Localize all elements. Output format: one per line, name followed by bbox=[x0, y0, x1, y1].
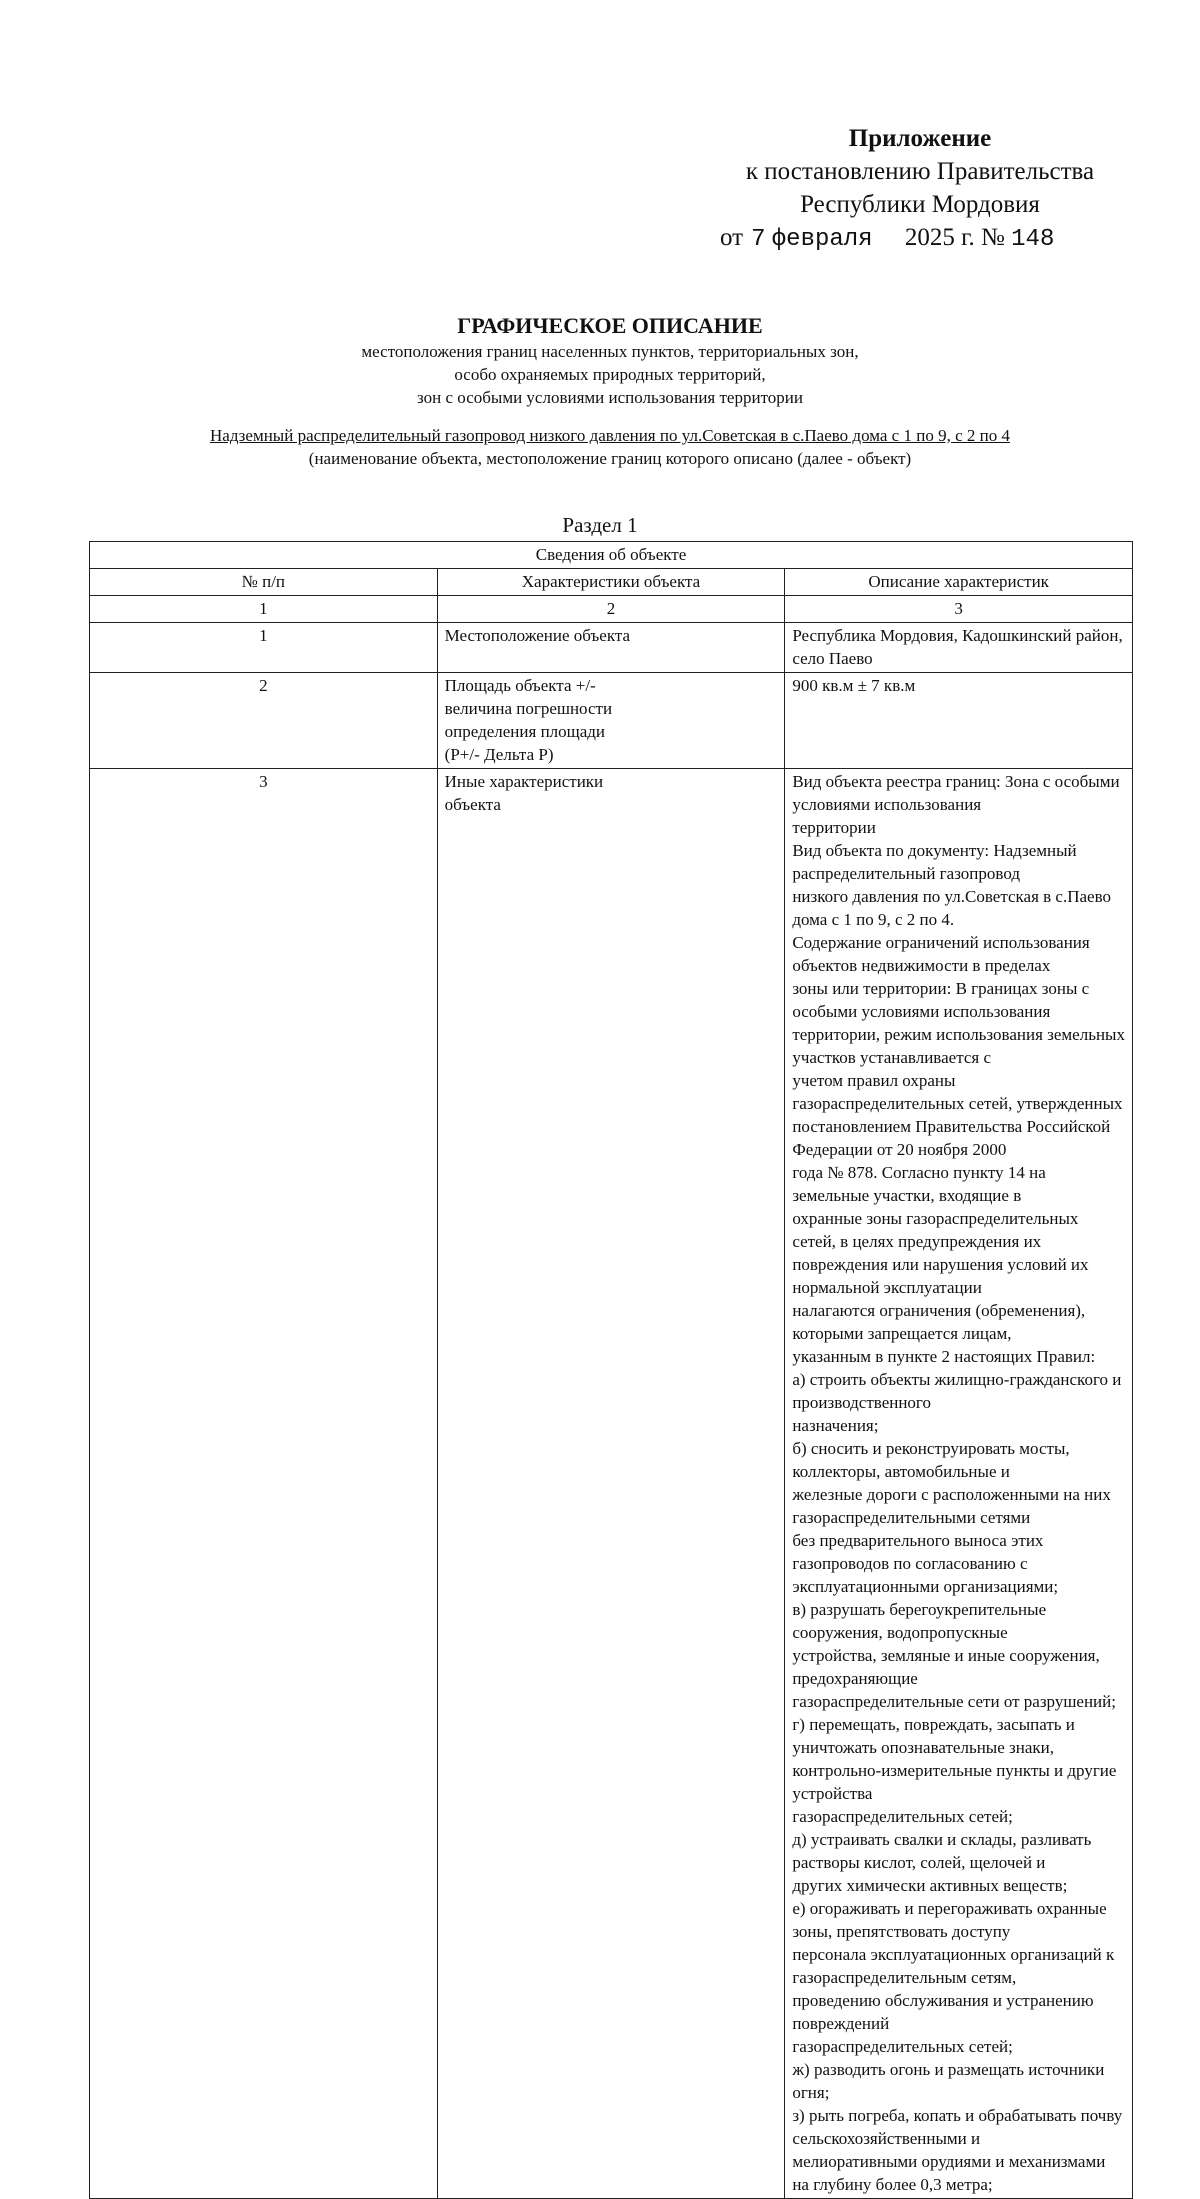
column-number: 1 bbox=[90, 596, 438, 623]
subtitle-line: зон с особыми условиями использования территории bbox=[417, 388, 803, 407]
appendix-line-1: к постановлению Правительства bbox=[745, 158, 1095, 185]
table-title: Сведения об объекте bbox=[90, 542, 1133, 569]
table-body bbox=[90, 623, 1133, 2199]
description-line: территории, режим использования земельных участков устанавливается с bbox=[792, 1025, 1125, 1067]
row-number: 1 bbox=[90, 623, 438, 673]
characteristic-line: (Р+/- Дельта Р) bbox=[444, 745, 554, 764]
row-description bbox=[785, 673, 1133, 769]
description-line: газораспределительных сетей; bbox=[792, 2037, 1013, 2056]
description-line: проведению обслуживания и устранению повреждений bbox=[792, 1991, 1094, 2033]
description-line: низкого давления по ул.Советская в с.Паево дома с 1 по 9, с 2 по 4. bbox=[792, 887, 1112, 929]
description-line: назначения; bbox=[792, 1416, 879, 1435]
column-header-characteristic: Характеристики объекта bbox=[437, 569, 785, 596]
object-caption: (наименование объекта, местоположение границ которого описано (далее - объект) bbox=[308, 449, 912, 468]
table-row bbox=[90, 673, 1133, 769]
row-description bbox=[785, 769, 1133, 2199]
column-number-row bbox=[90, 596, 1133, 623]
description-line: 900 кв.м ± 7 кв.м bbox=[792, 676, 916, 695]
description-line: г) перемещать, повреждать, засыпать и уничтожать опознавательные знаки, bbox=[792, 1715, 1075, 1757]
column-number: 3 bbox=[785, 596, 1133, 623]
characteristic-line: определения площади bbox=[444, 722, 606, 741]
description-line: д) устраивать свалки и склады, разливать растворы кислот, солей, щелочей и bbox=[792, 1830, 1092, 1872]
subtitle-line: местоположения границ населенных пунктов, территориальных зон, bbox=[361, 342, 859, 361]
description-line: в) разрушать берегоукрепительные сооружения, водопропускные bbox=[792, 1600, 1047, 1642]
description-line: зоны или территории: В границах зоны с особыми условиями использования bbox=[792, 979, 1090, 1021]
table-title-row bbox=[90, 542, 1133, 569]
object-info-table bbox=[89, 541, 1133, 2199]
appendix-title: Приложение bbox=[848, 125, 992, 152]
object-name: Надземный распределительный газопровод низкого давления по ул.Советская в с.Паево дома с 1 по 9, с 2 по 4 bbox=[210, 426, 1010, 445]
description-line: других химически активных веществ; bbox=[792, 1876, 1068, 1895]
description-line: охранные зоны газораспределительных сетей, в целях предупреждения их bbox=[792, 1209, 1079, 1251]
description-line: а) строить объекты жилищно-гражданского и производственного bbox=[792, 1370, 1122, 1412]
description-line: железные дороги с расположенными на них газораспределительными сетями bbox=[792, 1485, 1111, 1527]
section-title: Раздел 1 bbox=[562, 513, 638, 537]
characteristic-line: величина погрешности bbox=[444, 699, 613, 718]
document-number: 148 bbox=[1011, 226, 1055, 253]
description-line: з) рыть погреба, копать и обрабатывать почву сельскохозяйственными и bbox=[792, 2106, 1123, 2148]
description-line: Республика Мордовия, Кадошкинский район, село Паево bbox=[792, 626, 1123, 668]
column-header-row bbox=[90, 569, 1133, 596]
table-row bbox=[90, 769, 1133, 2199]
column-header-num: № п/п bbox=[90, 569, 438, 596]
description-line: постановлением Правительства Российской Федерации от 20 ноября 2000 bbox=[792, 1117, 1111, 1159]
row-number: 2 bbox=[90, 673, 438, 769]
column-number: 2 bbox=[437, 596, 785, 623]
description-line: эксплуатационными организациями; bbox=[792, 1577, 1059, 1596]
description-line: устройства, земляные и иные сооружения, предохраняющие bbox=[792, 1646, 1100, 1688]
description-line: указанным в пункте 2 настоящих Правил: bbox=[792, 1347, 1096, 1366]
description-line: Содержание ограничений использования объектов недвижимости в пределах bbox=[792, 933, 1090, 975]
characteristic-line: Иные характеристики bbox=[444, 772, 604, 791]
table-row bbox=[90, 623, 1133, 673]
description-line: мелиоративными орудиями и механизмами на глубину более 0,3 метра; bbox=[792, 2152, 1106, 2194]
description-line: без предварительного выноса этих газопроводов по согласованию с bbox=[792, 1531, 1044, 1573]
description-line: ж) разводить огонь и размещать источники огня; bbox=[792, 2060, 1105, 2102]
date-prefix: от bbox=[720, 224, 744, 251]
description-line: б) сносить и реконструировать мосты, коллекторы, автомобильные и bbox=[792, 1439, 1070, 1481]
description-line: газораспределительные сети от разрушений; bbox=[792, 1692, 1116, 1711]
characteristic-line: объекта bbox=[444, 795, 501, 814]
row-characteristic bbox=[437, 769, 785, 2199]
date-month: февраля bbox=[771, 226, 873, 253]
description-line: налагаются ограничения (обременения), которыми запрещается лицам, bbox=[792, 1301, 1086, 1343]
description-line: года № 878. Согласно пункту 14 на земельные участки, входящие в bbox=[792, 1163, 1046, 1205]
date-day: 7 bbox=[751, 226, 766, 253]
date-year: 2025 г. № bbox=[904, 224, 1005, 251]
description-line: е) огораживать и перегораживать охранные зоны, препятствовать доступу bbox=[792, 1899, 1107, 1941]
row-number: 3 bbox=[90, 769, 438, 2199]
row-characteristic bbox=[437, 673, 785, 769]
description-line: Вид объекта по документу: Надземный распределительный газопровод bbox=[792, 841, 1077, 883]
description-line: персонала эксплуатационных организаций к газораспределительным сетям, bbox=[792, 1945, 1115, 1987]
subtitle-line: особо охраняемых природных территорий, bbox=[454, 365, 766, 384]
document-title: ГРАФИЧЕСКОЕ ОПИСАНИЕ bbox=[457, 313, 763, 338]
description-line: учетом правил охраны газораспределительных сетей, утвержденных bbox=[792, 1071, 1123, 1113]
description-line: газораспределительных сетей; bbox=[792, 1807, 1013, 1826]
appendix-line-2: Республики Мордовия bbox=[800, 191, 1040, 218]
appendix-date bbox=[700, 221, 1140, 256]
row-description bbox=[785, 623, 1133, 673]
characteristic-line: Площадь объекта +/- bbox=[444, 676, 596, 695]
appendix-header bbox=[700, 122, 1140, 256]
description-line: территории bbox=[792, 818, 876, 837]
document-heading bbox=[60, 312, 1160, 470]
description-line: Вид объекта реестра границ: Зона с особыми условиями использования bbox=[792, 772, 1120, 814]
characteristic-line: Местоположение объекта bbox=[444, 626, 631, 645]
row-characteristic bbox=[437, 623, 785, 673]
description-line: контрольно-измерительные пункты и другие устройства bbox=[792, 1761, 1117, 1803]
column-header-description: Описание характеристик bbox=[785, 569, 1133, 596]
description-line: повреждения или нарушения условий их нормальной эксплуатации bbox=[792, 1255, 1089, 1297]
